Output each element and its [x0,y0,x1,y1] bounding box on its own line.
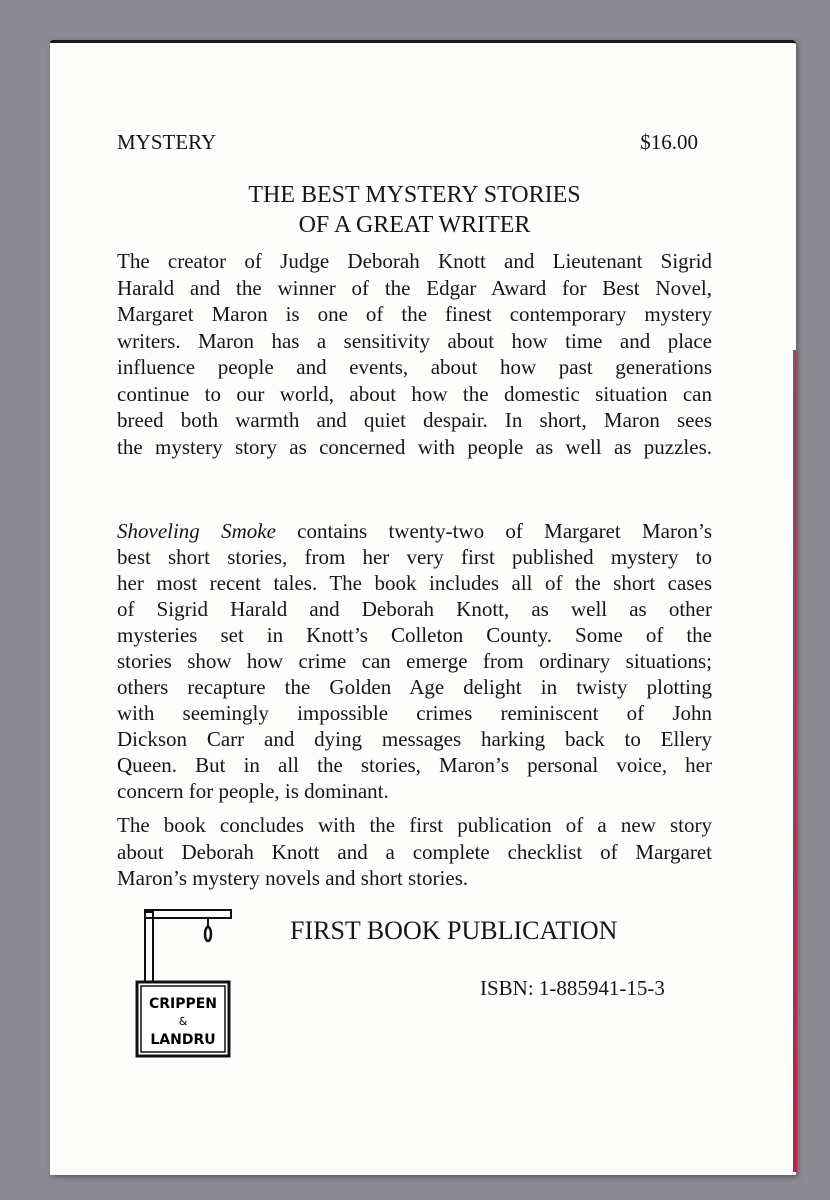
description-paragraph [117,518,712,804]
logo-text: LANDRU [150,1032,216,1048]
text-line: others recapture the Golden Age delight in twisty plotting [117,675,712,699]
text-line: of Sigrid Harald and Deborah Knott, as well as other [117,597,712,621]
description-paragraph [117,248,712,460]
headline-line: OF A GREAT WRITER [298,212,531,238]
cover-edge [793,350,797,1172]
gallows-sign-icon [133,902,243,1077]
headline-line: THE BEST MYSTERY STORIES [248,182,581,208]
logo-text: & [178,1015,188,1028]
first-publication-label: FIRST BOOK PUBLICATION [290,916,618,945]
isbn-label: ISBN: 1-885941-15-3 [480,976,665,1000]
text-fragment: contains twenty-two of Margaret Maron’s [275,519,712,543]
text-line: the mystery story as concerned with people as well as puzzles. [117,434,712,459]
logo-text: CRIPPEN [148,996,218,1012]
publisher-logo [133,902,243,1082]
text-line: Harald and the winner of the Edgar Award for Best Novel, [117,275,712,300]
text-line: Dickson Carr and dying messages harking back to Ellery [117,727,712,751]
text-line: concern for people, is dominant. [117,779,389,803]
text-line: continue to our world, about how the domestic situation can [117,381,712,406]
description-paragraph [117,812,712,892]
cover-headline [117,180,712,240]
book-title: Shoveling Smoke [117,519,276,543]
text-line: mysteries set in Knott’s Colleton County. Some of the [117,623,712,647]
text-line: best short stories, from her very first published mystery to [117,545,712,569]
text-line: Margaret Maron is one of the finest contemporary mystery [117,302,712,326]
text-line: writers. Maron has a sensitivity about how time and place [117,328,712,353]
category-label: MYSTERY [117,130,217,154]
text-line: breed both warmth and quiet despair. In short, Maron sees [117,408,712,432]
text-line: influence people and events, about how past generations [117,355,712,379]
text-line: Queen. But in all the stories, Maron’s personal voice, her [117,753,712,777]
text-line: her most recent tales. The book includes all of the short cases [117,571,712,595]
text-line: The creator of Judge Deborah Knott and Lieutenant Sigrid [117,249,712,273]
text-line [117,518,712,544]
text-line: about Deborah Knott and a complete checklist of Margaret [117,839,712,864]
text-line: Maron’s mystery novels and short stories. [117,866,469,890]
text-line: The book concludes with the first publication of a new story [117,813,712,837]
text-line: with seemingly impossible crimes reminiscent of John [117,701,712,725]
text-line: stories show how crime can emerge from ordinary situations; [117,649,712,673]
price-label: $16.00 [640,130,698,154]
